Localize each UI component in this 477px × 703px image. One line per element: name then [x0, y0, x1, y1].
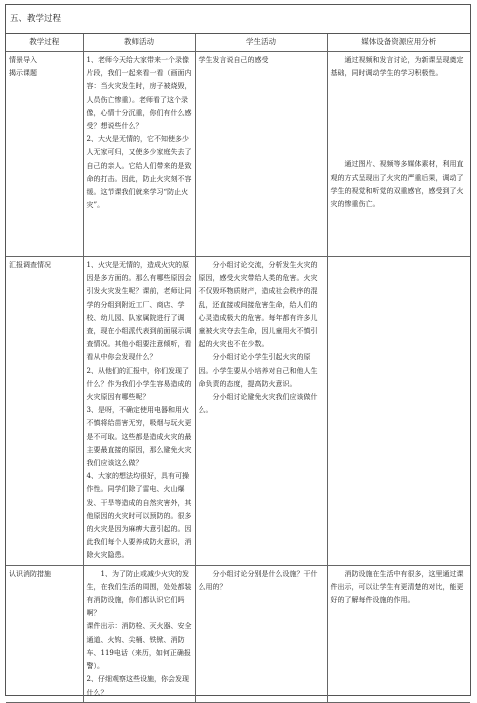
stage-label: 认识消防措施: [9, 569, 51, 578]
teacher-activity-cell: [83, 52, 195, 257]
stage-label: 汇报调查情况: [9, 261, 51, 269]
teacher-paragraph: 2、仔细观察这些设施，你会发现什么？: [86, 675, 189, 697]
media-paragraph: 通过视频和发言讨论，为新课呈现奠定基础，同时调动学生的学习积极性。: [330, 56, 464, 78]
student-paragraph: 分小组讨论交流，分析发生火灾的原因，感受火灾带给人类的危害。火灾不仅毁坏物质财产，造成社会秩序的混乱，还直接或间接危害生命，给人们的心灵造成极大的危害。每年都有许多儿童被火灾夺去生命，因儿童用火不慎引起的火灾也不在少数。: [198, 261, 318, 349]
media-paragraph: 消防设施在生活中有很多，这里通过课件出示，可以让学生有更清楚的对比，能更好的了解每件设施的作用。: [330, 569, 464, 605]
header-media-analysis: 媒体设备资源应用分析: [327, 34, 470, 52]
header-teacher-activity: 教师活动: [83, 34, 195, 52]
lesson-plan-document: [5, 4, 471, 696]
table-row: [6, 565, 470, 702]
student-activity-cell: [195, 257, 327, 566]
student-paragraph: 学生发言说自己的感受: [198, 56, 269, 64]
student-activity-cell: [195, 565, 327, 702]
table-row: [6, 257, 470, 566]
student-paragraph: 分小组讨论分别是什么设施？干什么用的？: [198, 569, 318, 591]
teacher-paragraph: 2、大火是无情的，它不知使多少人无家可归，又使多少家庭失去了自己的亲人。它给人们带来的是致命的打击。因此，防止火灾刻不容缓。这节课我们就来学习“防止火灾”。: [86, 135, 192, 210]
media-analysis-cell: [327, 565, 470, 702]
student-activity-cell: [195, 52, 327, 257]
student-paragraph: 分小组讨论避免火灾我们应该做什么。: [198, 393, 318, 415]
teacher-paragraph: 3、是呀，不确定使用电器和用火不慎将给苗害无穷，吸烟与玩火更是不可取。这些都是造成火灾的最主要最直接的原因，那么避免火灾我们应该这么做？: [86, 406, 192, 468]
header-stage: 教学过程: [6, 34, 83, 52]
teacher-paragraph: 2、从他们的汇报中，你们发现了什么？作为我们小学生容易造成的火灾原因有哪些呢？: [86, 366, 192, 402]
teacher-paragraph: 1、为了防止或减少火灾的发生，在我们生活的周围，处处都装有消防设施，你们都认识它们吗啊？: [86, 569, 192, 618]
student-paragraph: 分小组讨论小学生引起火灾的原因。小学生要从小培养对自己和他人生命负责的态度，提高防火意识。: [198, 353, 318, 388]
table-header-row: [6, 34, 470, 52]
table-row: [6, 52, 470, 257]
teacher-paragraph: 1、老师今天给大家带来一个录像片段，我们一起来看一看（画面内容：当火灾发生时，房子被烧毁，人员伤亡惨重）。老师看了这个录像，心情十分沉重，你们有什么感受？想说些什么？: [86, 56, 192, 131]
teacher-activity-cell: [83, 565, 195, 702]
stage-cell: [6, 52, 83, 257]
teacher-paragraph: 4、大家的想法均很好，具有可操作性。同学们除了雷电、火山爆发、干旱等造成的自然灾害外，其他原因的火灾时可以预防的。很多的火灾是因为麻痹大意引起的。因此我们每个人要养成防火意识，消除火灾隐患。: [86, 472, 192, 560]
section-title: 五、教学过程: [6, 5, 470, 34]
stage-cell: [6, 257, 83, 566]
stage-cell: [6, 565, 83, 702]
stage-label: 情景导入 揭示课题: [9, 56, 37, 78]
teacher-paragraph: 课件出示：消防栓、灭火器、安全通道、火钩、尖桶、铁锨、消防车、119电话（来历，如何正确报警）。: [86, 622, 192, 671]
media-paragraph: 通过图片、视频等多媒体素材，利用直观的方式呈现出了火灾的严重后果，调动了学生的视觉和听觉的双重感官，感受到了火灾的惨重伤亡。: [330, 160, 464, 209]
media-analysis-cell: [327, 52, 470, 257]
teacher-activity-cell: [83, 257, 195, 566]
media-analysis-cell: [327, 257, 470, 566]
teaching-process-table: [6, 34, 470, 703]
header-student-activity: 学生活动: [195, 34, 327, 52]
teacher-paragraph: 1、火灾是无情的，造成火灾的原因是多方面的。那么有哪些原因会引发火灾发生呢？课前，老师让同学的分组到附近工厂、商店、学校、幼儿园、队家属院进行了调查，现在小组派代表到前面展示调查情况。其他小组要注意倾听，看看从中你会发现什么？: [86, 261, 192, 362]
